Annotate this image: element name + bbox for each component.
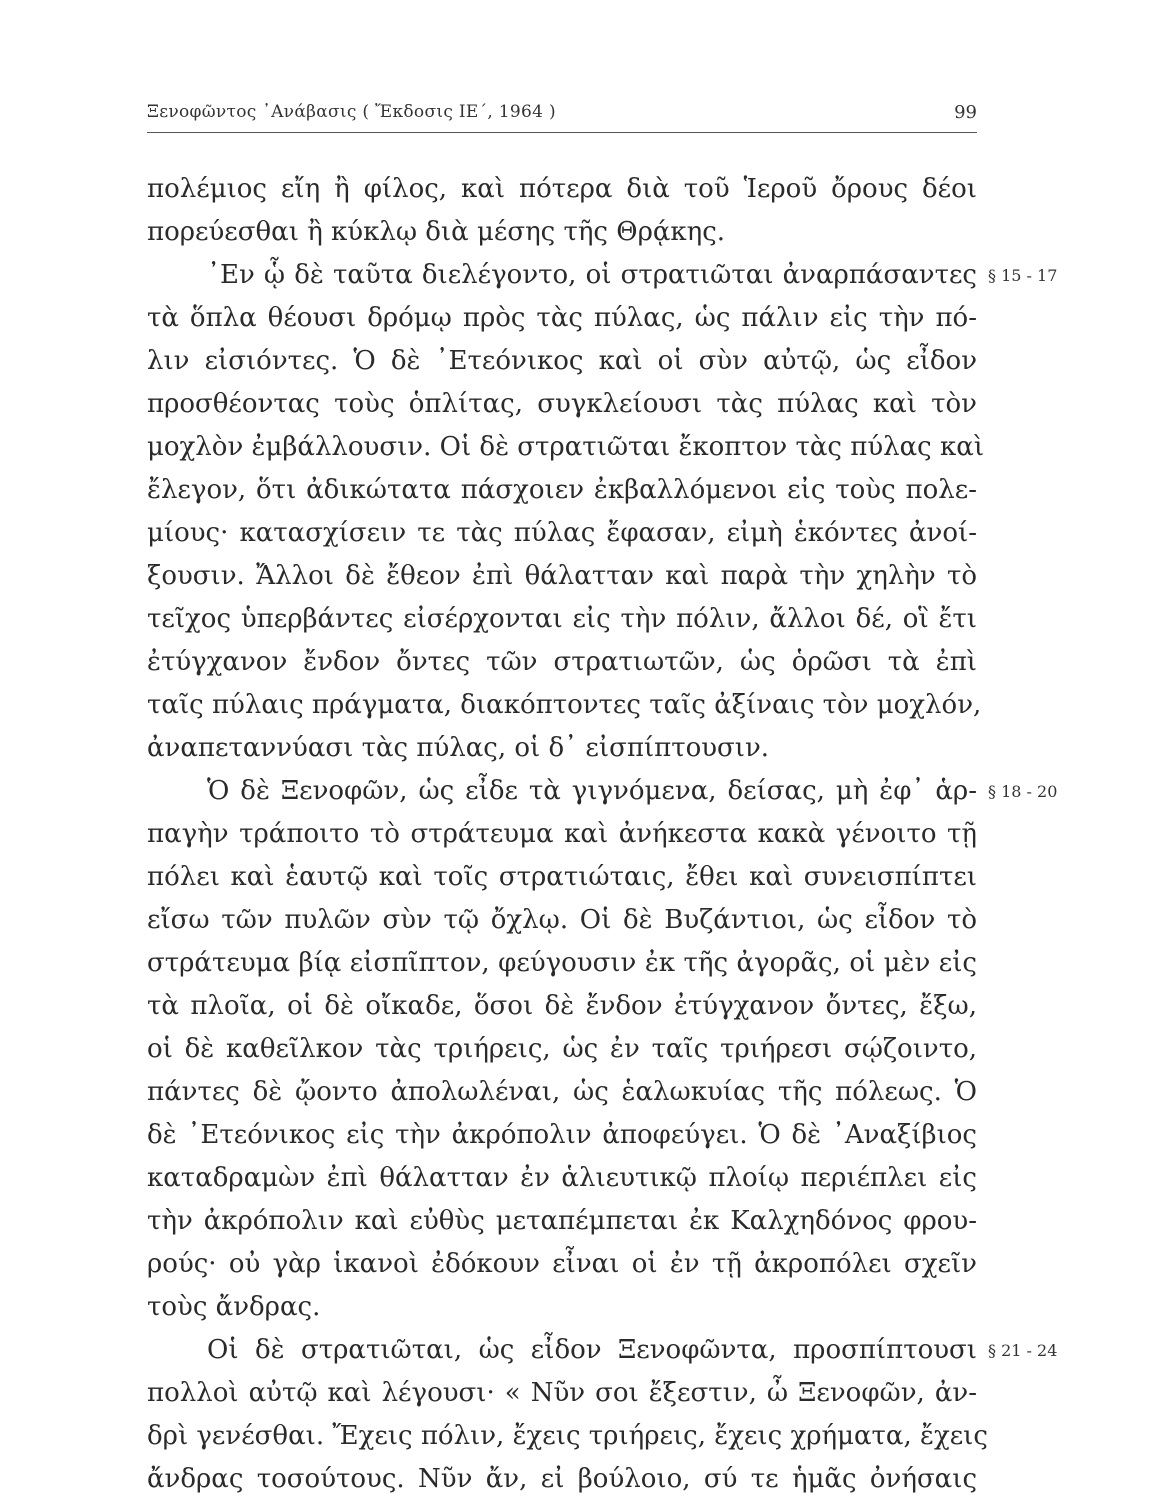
text-line: μοχλὸν ἐμβάλλουσιν. Οἱ δὲ στρατιῶται ἔκοπτον τὰς πύλας καὶ — [147, 432, 985, 462]
section-marker: § 18 - 20 — [988, 782, 1058, 801]
text-line: πάντες δὲ ᾤοντο ἀπολωλέναι, ὡς ἑαλωκυίας τῆς πόλεως. Ὁ — [147, 1077, 977, 1107]
page-number: 99 — [954, 102, 977, 123]
text-line: καταδραμὼν ἐπὶ θάλατταν ἐν ἁλιευτικῷ πλοίῳ περιέπλει εἰς — [147, 1163, 977, 1193]
text-line: Οἱ δὲ στρατιῶται, ὡς εἶδον Ξενοφῶντα, προσπίπτουσι — [207, 1335, 977, 1365]
running-title: Ξενοφῶντος ᾿Ανάβασις ( Ἔκδοσις ΙΕ΄, 1964 ) — [147, 102, 556, 122]
text-line: ἐτύγχανον ἔνδον ὄντες τῶν στρατιωτῶν, ὡς ὁρῶσι τὰ ἐπὶ — [147, 647, 977, 677]
text-line: εἴσω τῶν πυλῶν σὺν τῷ ὄχλῳ. Οἱ δὲ Βυζάντιοι, ὡς εἶδον τὸ — [147, 905, 977, 935]
text-line: δρὶ γενέσθαι. Ἔχεις πόλιν, ἔχεις τριήρεις, ἔχεις χρήματα, ἔχεις — [147, 1421, 988, 1451]
text-line: στράτευμα βίᾳ εἰσπῖπτον, φεύγουσιν ἐκ τῆς ἀγορᾶς, οἱ μὲν εἰς — [147, 948, 977, 978]
text-line: ξουσιν. Ἄλλοι δὲ ἔθεον ἐπὶ θάλατταν καὶ παρὰ τὴν χηλὴν τὸ — [147, 561, 977, 591]
text-line: δὲ ᾿Ετεόνικος εἰς τὴν ἀκρόπολιν ἀποφεύγει. Ὁ δὲ ᾿Αναξίβιος — [147, 1120, 977, 1150]
text-line: ρούς· οὐ γὰρ ἱκανοὶ ἐδόκουν εἶναι οἱ ἐν τῇ ἀκροπόλει σχεῖν — [147, 1249, 977, 1279]
text-line: ἀναπεταννύασι τὰς πύλας, οἱ δ᾿ εἰσπίπτουσιν. — [147, 733, 770, 763]
text-line: τὰ πλοῖα, οἱ δὲ οἴκαδε, ὅσοι δὲ ἔνδον ἐτύγχανον ὄντες, ἔξω, — [147, 991, 977, 1021]
text-line: Ὁ δὲ Ξενοφῶν, ὡς εἶδε τὰ γιγνόμενα, δείσας, μὴ ἐφ᾿ ἁρ- — [207, 776, 977, 806]
text-line: τοὺς ἄνδρας. — [147, 1292, 321, 1322]
running-header — [147, 98, 977, 133]
text-line: παγὴν τράποιτο τὸ στράτευμα καὶ ἀνήκεστα κακὰ γένοιτο τῇ — [147, 819, 977, 849]
text-line: τεῖχος ὑπερβάντες εἰσέρχονται εἰς τὴν πόλιν, ἄλλοι δέ, οἳ ἔτι — [147, 604, 977, 634]
section-marker: § 21 - 24 — [988, 1341, 1058, 1360]
text-line: οἱ δὲ καθεῖλκον τὰς τριήρεις, ὡς ἐν ταῖς τριήρεσι σῴζοιντο, — [147, 1034, 977, 1064]
text-line: πολέμιος εἴη ἢ φίλος, καὶ πότερα διὰ τοῦ Ἱεροῦ ὄρους δέοι — [147, 174, 977, 204]
text-line: πολλοὶ αὐτῷ καὶ λέγουσι· « Νῦν σοι ἔξεστιν, ὦ Ξενοφῶν, ἀν- — [147, 1378, 977, 1408]
text-line: ταῖς πύλαις πράγματα, διακόπτοντες ταῖς ἀξίναις τὸν μοχλόν, — [147, 690, 982, 720]
text-line: προσθέοντας τοὺς ὁπλίτας, συγκλείουσι τὰς πύλας καὶ τὸν — [147, 389, 977, 419]
text-line: μίους· κατασχίσειν τε τὰς πύλας ἔφασαν, εἰμὴ ἑκόντες ἀνοί- — [147, 518, 977, 548]
text-line: λιν εἰσιόντες. Ὁ δὲ ᾿Ετεόνικος καὶ οἱ σὺν αὐτῷ, ὡς εἶδον — [147, 346, 977, 376]
text-line: ἔλεγον, ὅτι ἀδικώτατα πάσχοιεν ἐκβαλλόμενοι εἰς τοὺς πολε- — [147, 475, 977, 505]
text-line: τὴν ἀκρόπολιν καὶ εὐθὺς μεταπέμπεται ἐκ Καλχηδόνος φρου- — [147, 1206, 977, 1236]
text-line: ᾿Εν ᾧ δὲ ταῦτα διελέγοντο, οἱ στρατιῶται ἀναρπάσαντες — [207, 260, 977, 290]
text-line: τὰ ὅπλα θέουσι δρόμῳ πρὸς τὰς πύλας, ὡς πάλιν εἰς τὴν πό- — [147, 303, 977, 333]
text-line: ἄνδρας τοσούτους. Νῦν ἄν, εἰ βούλοιο, σύ τε ἡμᾶς ὀνήσαις — [147, 1464, 977, 1494]
text-line: πορεύεσθαι ἢ κύκλῳ διὰ μέσης τῆς Θρᾴκης. — [147, 217, 726, 247]
text-line: πόλει καὶ ἑαυτῷ καὶ τοῖς στρατιώταις, ἔθει καὶ συνεισπίπτει — [147, 862, 977, 892]
section-marker: § 15 - 17 — [988, 266, 1058, 285]
